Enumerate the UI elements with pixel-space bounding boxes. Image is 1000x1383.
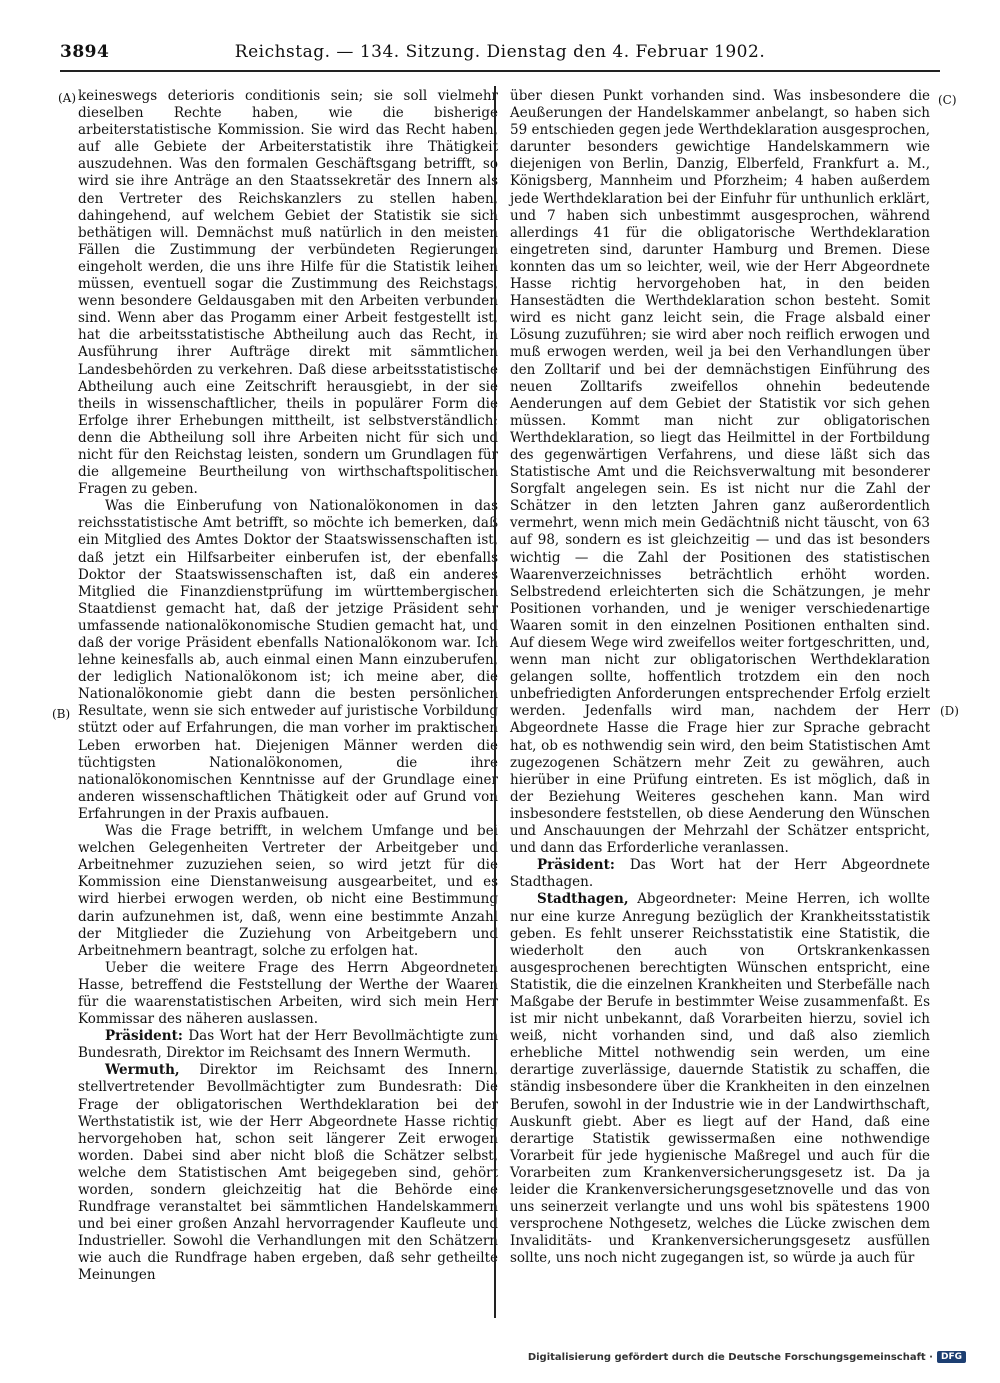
speech-text: Abgeordneter: Meine Herren, ich wollte nur eine kurze Anregung bezüglich der Krankheitsstatistik geben. Es fehlt unserer Reichsstatistik eine Statistik, die wiederholt den auch von Ortskrankenkassen ausgesprochenen berechtigten Wünschen entspricht, eine Statistik, die die einzelnen Krankheiten und Sterbefälle nach Maßgabe der Berufe in bestimmter Weise zusammenfaßt. Es ist mir nicht unbekannt, daß Vorarbeiten hierzu, soviel ich weiß, nicht vorhanden sind, und daß also ziemlich erhebliche Mittel nothwendig sein werden, um eine derartige zuverlässige, dauernde Statistik zu schaffen, die ständig insbesondere über die Krankheiten in den einzelnen Berufen, sowohl in der Industrie wie in der Landwirthschaft, Auskunft giebt. Aber es liegt auf der Hand, daß eine derartige Statistik gewissermaßen eine nothwendige Vorarbeit für jede hygienische Maßregel und auch für die Vorarbeiten zum Krankenversicherungsgesetz ist. Da ja leider die Krankenversicherungsgesetznovelle und das von uns seinerzeit verlangte und uns wohl bis spätestens 1900 versprochene Nothgesetz, welches die Lücke zwischen dem Invaliditäts- und Krankenversicherungsgesetz ausfüllen sollte, uns noch nicht zugegangen ist, so würde ja auch für [510, 891, 930, 1267]
column-divider [494, 86, 496, 1318]
paragraph: Was die Frage betrifft, in welchem Umfange und bei welchen Gelegenheiten Vertreter der Arbeitgeber und Arbeitnehmer zuzuziehen seien, so wird jetzt für die Kommission eine Dienstanweisung ausgearbeitet, und es wird hierbei erwogen werden, ob nicht eine Bestimmung darin aufzunehmen ist, daß, wenn eine bestimmte Anzahl der Mitglieder die Zuziehung von Arbeitgebern und Arbeitnehmern beantragt, solche zu erfolgen hat. [78, 823, 498, 959]
margin-marker-d: (D) [940, 704, 959, 718]
margin-marker-b: (B) [52, 707, 71, 721]
speech-paragraph [78, 1028, 498, 1062]
page-header [60, 42, 940, 66]
right-column [510, 88, 930, 1267]
speech-text: Das Wort hat der Herr Abgeordnete Stadthagen. [510, 857, 930, 891]
speaker-name: Wermuth, [105, 1062, 180, 1079]
header-rule [60, 70, 940, 72]
speech-paragraph [510, 891, 930, 1267]
margin-marker-a: (A) [58, 91, 77, 105]
left-column [78, 88, 498, 1285]
speech-paragraph [78, 1062, 498, 1284]
margin-marker-c: (C) [938, 93, 957, 107]
paragraph: über diesen Punkt vorhanden sind. Was insbesondere die Aeußerungen der Handelskammer anbelangt, so haben sich 59 entschieden gegen jede Werthdeklaration ausgesprochen, darunter besonders gewichtige Handelskammern wie diejenigen von Berlin, Danzig, Elberfeld, Frankfurt a. M., Königsberg, Mannheim und Pforzheim; 4 haben außerdem jede Werthdeklaration bei der Einfuhr für unthunlich erklärt, und 7 haben sich unbestimmt ausgesprochen, während allerdings 41 für die obligatorische Werthdeklaration eingetreten sind, darunter Hamburg und Bremen. Diese konnten das um so leichter, weil, wie der Herr Abgeordnete Hasse richtig hervorgehoben hat, in den beiden Hansestädten die Werthdeklaration schon besteht. Somit wird es nicht ganz leicht sein, die Frage alsbald einer Lösung zuzuführen; sie wird aber noch reiflich erwogen und muß erwogen werden, weil ja bei den Verhandlungen über den Zolltarif und bei der demnächstigen Einführung des neuen Zolltarifs zweifellos ohnehin bedeutende Aenderungen auf dem Gebiet der Statistik vor sich gehen müssen. Kommt man nicht zur obligatorischen Werthdeklaration, so liegt das Heilmittel in der Fortbildung des gegenwärtigen Verfahrens, und diese läßt sich das Statistische Amt und die Reichsverwaltung mit besonderer Sorgfalt angelegen sein. Es ist nicht nur die Zahl der Schätzer in den letzten Jahren ganz außerordentlich vermehrt, wenn mich mein Gedächtniß nicht täuscht, von 63 auf 98, sondern es ist gleichzeitig — und das ist besonders wichtig — die Zahl der Positionen des statistischen Waarenverzeichnisses beträchtlich erhöht worden. Selbstredend erleichterten sich die Schätzungen, je mehr Positionen vorhanden, und je weniger verschiedenartige Waaren somit in den einzelnen Positionen enthalten sind. Auf diesem Wege wird zweifellos weiter fortgeschritten, und, wenn man nicht zur obligatorischen Werthdeklaration gelangen sollte, hoffentlich trotzdem ein den noch unbefriedigten Anforderungen entsprechender Erfolg erzielt werden. Jedenfalls wird man, nachdem der Herr Abgeordnete Hasse die Frage hier zur Sprache gebracht hat, ob es nothwendig sein wird, den beim Statistischen Amt zugezogenen Schätzern mehr Zeit zu gewähren, auch hierüber in eine Prüfung eintreten. Es ist möglich, daß in der Beziehung Weiteres geschehen kann. Man wird insbesondere feststellen, ob diese Aenderung den Wünschen und Anschauungen der Mehrzahl der Schätzer entspricht, und dann das Erforderliche veranlassen. [510, 88, 930, 857]
speech-text: Das Wort hat der Herr Bevollmächtigte zum Bundesrath, Direktor im Reichsamt des Innern Wermuth. [78, 1028, 498, 1062]
paragraph: Was die Einberufung von Nationalökonomen in das reichsstatistische Amt betrifft, so möchte ich bemerken, daß ein Mitglied des Amtes Doktor der Staatswissenschaften ist, daß jetzt ein Hilfsarbeiter einberufen ist, der ebenfalls Doktor der Staatswissenschaften ist, daß ein anderes Mitglied die Finanzdienstprüfung im württembergischen Staatdienst gemacht hat, daß der jetzige Präsident sehr umfassende nationalökonomische Studien gemacht hat, und daß der vorige Präsident ebenfalls Nationalökonom war. Ich lehne keinesfalls ab, auch einmal einen Mann einzuberufen, der lediglich Nationalökonom ist; ich meine aber, die Nationalökonomie giebt dann die besten persönlichen Resultate, wenn sie sich entweder auf juristische Vorbildung stützt oder auf Erfahrungen, die man vorher im praktischen Leben erworben hat. Diejenigen Männer werden die tüchtigsten Nationalökonomen, die ihre nationalökonomischen Kenntnisse auf der Grundlage einer anderen wissenschaftlichen Thätigkeit oder auf Grund von Erfahrungen in der Praxis aufbauen. [78, 498, 498, 822]
footer-credit: Digitalisierung gefördert durch die Deutsche Forschungsgemeinschaft · [527, 1351, 933, 1363]
speech-paragraph [510, 857, 930, 891]
speaker-name: Präsident: [105, 1028, 183, 1045]
paragraph: Ueber die weitere Frage des Herrn Abgeordneten Hasse, betreffend die Feststellung der Werthe der Waaren für die waarenstatistischen Arbeiten, wird sich mein Herr Kommissar des näheren auslassen. [78, 959, 498, 1028]
speaker-name: Präsident: [537, 857, 615, 874]
dfg-logo: DFG [937, 1351, 966, 1363]
page-number: 3894 [60, 42, 110, 62]
paragraph: keineswegs deterioris conditionis sein; sie soll vielmehr dieselben Rechte haben, wie die bisherige arbeiterstatistische Kommission. Sie wird das Recht haben, auf alle Gebiete der Arbeiterstatistik ihre Thätigkeit auszudehnen. Was den formalen Geschäftsgang betrifft, so wird sie ihre Anträge an den Staatssekretär des Innern als den Vertreter des Reichskanzlers zu stellen haben, dahingehend, auf welchem Gebiet der Statistik sie sich bethätigen will. Demnächst muß natürlich in den meisten Fällen die Zustimmung der verbündeten Regierungen eingeholt werden, die uns ihre Hilfe für die Statistik leihen müssen, eventuell sogar die Zustimmung des Reichstags, wenn besondere Geldausgaben mit den Arbeiten verbunden sind. Wenn aber das Progamm einer Arbeit festgestellt ist, hat die arbeitsstatistische Abtheilung auch das Recht, in Ausführung ihrer Aufträge direkt mit sämmtlichen Landesbehörden zu verkehren. Daß diese arbeitsstatistische Abtheilung auch eine Zeitschrift herausgiebt, in der sie theils in wissenschaftlicher, theils in populärer Form die Erfolge ihrer Erhebungen mittheilt, ist selbstverständlich; denn die Abtheilung soll ihre Arbeiten nicht für sich und nicht für den Reichstag leisten, sondern um Grundlagen für die allgemeine Beurtheilung von wirthschaftspolitischen Fragen zu geben. [78, 88, 498, 498]
footer [528, 1351, 966, 1363]
speaker-name: Stadthagen, [537, 891, 629, 908]
running-head: Reichstag. — 134. Sitzung. Dienstag den 4. Februar 1902. [234, 42, 766, 62]
speech-text: Direktor im Reichsamt des Innern, stellvertretender Bevollmächtigter zum Bundesrath: Die Frage der obligatorischen Werthdeklaration bei der Werthstatistik ist, wie der Herr Abgeordnete Hasse richtig hervorgehoben hat, schon seit längerer Zeit erwogen worden. Dabei sind aber nicht bloß die Schätzer selbst, welche dem Statistischen Amt beigegeben sind, gehört worden, sondern gleichzeitig hat die Behörde eine Rundfrage veranstaltet bei sämmtlichen Handelskammern und bei einer großen Anzahl hervorragender Kaufleute und Industrieller. Sowohl die Verhandlungen mit den Schätzern wie auch die Rundfrage haben ergeben, daß sehr getheilte Meinungen [78, 1062, 498, 1284]
